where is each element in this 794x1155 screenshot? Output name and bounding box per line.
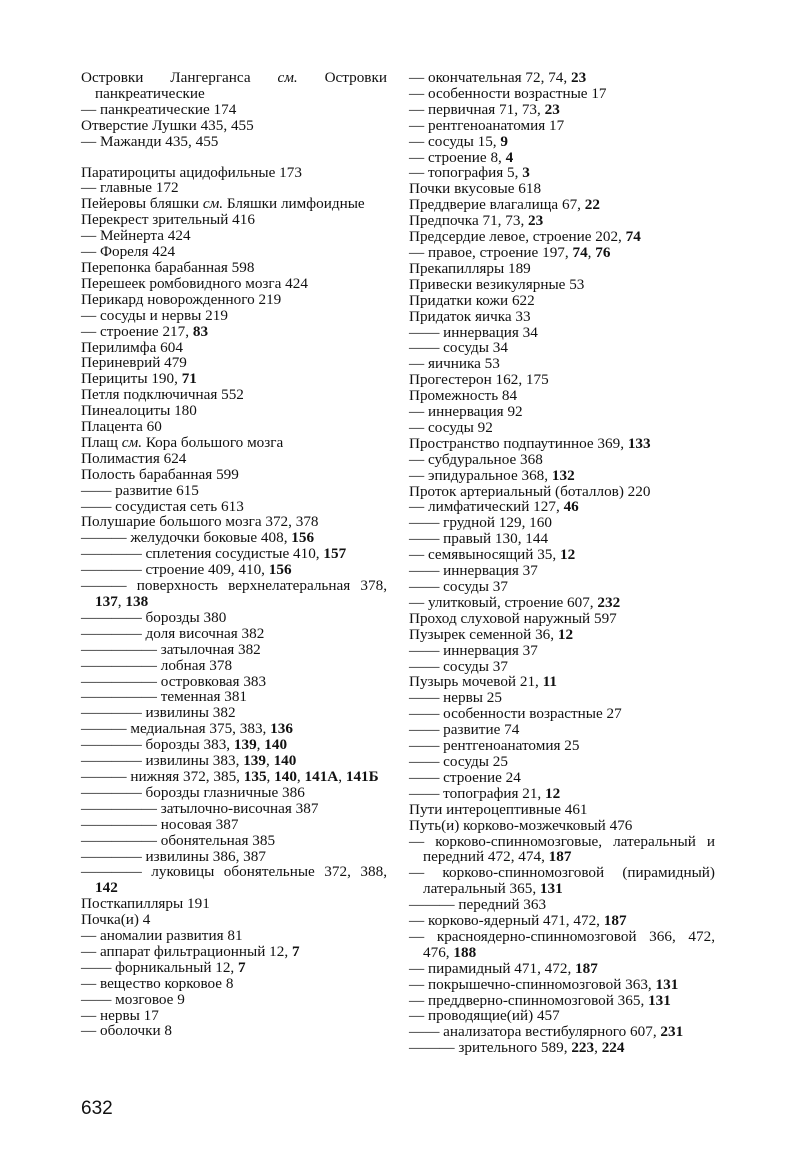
entry-text: Пинеалоциты 180 bbox=[81, 402, 197, 420]
index-entry bbox=[81, 340, 387, 356]
index-entry bbox=[409, 595, 715, 611]
entry-text: —— сосуды 37 bbox=[409, 578, 508, 595]
index-entry bbox=[409, 452, 715, 468]
figure-ref: 139 bbox=[233, 736, 257, 754]
cross-ref-marker: см. bbox=[202, 195, 224, 213]
entry-text: Петля подключичная 552 bbox=[81, 386, 244, 404]
index-entry bbox=[81, 276, 387, 292]
index-entry bbox=[409, 993, 715, 1009]
entry-text: ——— нижняя 372, 385, bbox=[81, 767, 244, 785]
index-entry bbox=[81, 721, 387, 737]
entry-text: — сосуды 15, bbox=[409, 132, 501, 150]
figure-ref: 131 bbox=[648, 991, 671, 1009]
index-entry bbox=[409, 738, 715, 754]
index-entry bbox=[81, 530, 387, 546]
figure-ref: 141Б bbox=[345, 767, 379, 785]
index-entry bbox=[81, 896, 387, 912]
index-entry bbox=[409, 913, 715, 929]
entry-text: ———— извилины 383, bbox=[81, 752, 244, 770]
entry-text: Путь(и) корково-мозжечковый 476 bbox=[409, 816, 633, 834]
index-entry bbox=[81, 944, 387, 960]
figure-ref: 23 bbox=[544, 100, 560, 118]
index-entry bbox=[81, 785, 387, 801]
entry-text: ———— борозды глазничные 386 bbox=[81, 783, 305, 801]
entry-text: Перикард новорожденного 219 bbox=[81, 290, 282, 308]
index-entry bbox=[409, 690, 715, 706]
index-entry bbox=[81, 992, 387, 1008]
entry-text: ———— сплетения сосудистые 410, bbox=[81, 545, 324, 563]
entry-text: — строение 217, bbox=[81, 322, 193, 340]
index-entry bbox=[409, 372, 715, 388]
index-entry bbox=[81, 196, 387, 212]
entry-text: Проток артериальный (боталлов) 220 bbox=[409, 482, 651, 500]
index-entry bbox=[409, 102, 715, 118]
index-column-right bbox=[409, 70, 715, 1056]
entry-text: ————— носовая 387 bbox=[81, 815, 239, 833]
entry-text: Придаток яичка 33 bbox=[409, 307, 531, 325]
entry-text: ——— желудочки боковые 408, bbox=[81, 529, 292, 547]
entry-text: Предпочка 71, 73, bbox=[409, 212, 529, 230]
figure-ref: 140 bbox=[273, 752, 297, 770]
index-entry bbox=[81, 1008, 387, 1024]
index-entry bbox=[409, 643, 715, 659]
figure-ref: 83 bbox=[192, 322, 209, 340]
index-entry bbox=[409, 309, 715, 325]
entry-text: Прекапилляры 189 bbox=[409, 259, 531, 277]
index-entry bbox=[81, 801, 387, 817]
entry-text: Перепонка барабанная 598 bbox=[81, 258, 255, 276]
index-entry bbox=[409, 213, 715, 229]
figure-ref: 76 bbox=[595, 243, 611, 261]
entry-text: — Фореля 424 bbox=[81, 243, 176, 261]
figure-ref: 4 bbox=[505, 148, 514, 166]
index-entry bbox=[81, 1023, 387, 1039]
index-entry bbox=[409, 834, 715, 866]
figure-ref: 12 bbox=[545, 784, 561, 802]
index-entry bbox=[81, 134, 387, 150]
entry-text: — сосуды 92 bbox=[409, 418, 493, 436]
entry-text: Перилимфа 604 bbox=[81, 338, 183, 356]
entry-text: —— топография 21, bbox=[409, 784, 546, 802]
entry-text: Проход слуховой наружный 597 bbox=[409, 609, 617, 627]
entry-text: , bbox=[117, 593, 126, 610]
figure-ref: 139 bbox=[243, 752, 266, 770]
index-entry bbox=[81, 308, 387, 324]
entry-text: — панкреатические 174 bbox=[81, 100, 237, 118]
entry-text: — субдуральное 368 bbox=[409, 450, 543, 468]
entry-text: — красноядерно-спинномозговой 366, 472, 476, bbox=[409, 927, 715, 961]
index-entry bbox=[409, 865, 715, 897]
entry-text: —— сосудистая сеть 613 bbox=[81, 497, 244, 515]
figure-ref: 7 bbox=[291, 942, 300, 960]
figure-ref: 157 bbox=[323, 545, 347, 563]
entry-text: —— сосуды 25 bbox=[409, 752, 508, 770]
entry-text: — главные 172 bbox=[81, 179, 179, 197]
index-entry bbox=[81, 435, 387, 451]
index-entry bbox=[409, 261, 715, 277]
figure-ref: 138 bbox=[125, 593, 149, 610]
entry-text: — преддверно-спинномозговой 365, bbox=[409, 991, 649, 1009]
entry-text: Полушарие большого мозга 372, 378 bbox=[81, 513, 319, 531]
entry-text: Почки вкусовые 618 bbox=[409, 180, 542, 198]
entry-text: ————— затылочно-височная 387 bbox=[81, 799, 319, 817]
entry-text: ———— борозды 383, bbox=[81, 736, 234, 754]
index-entry bbox=[409, 499, 715, 515]
entry-text: ——— зрительного 589, bbox=[409, 1039, 572, 1057]
entry-text: Отверстие Лушки 435, 455 bbox=[81, 116, 254, 134]
figure-ref: 231 bbox=[660, 1023, 684, 1041]
figure-ref: 223 bbox=[571, 1039, 595, 1057]
figure-ref: 131 bbox=[539, 880, 563, 898]
entry-text: Кора большого мозга bbox=[142, 433, 284, 451]
entry-text: Прогестерон 162, 175 bbox=[409, 371, 549, 389]
index-entry bbox=[81, 419, 387, 435]
index-entry bbox=[81, 467, 387, 483]
figure-ref: 46 bbox=[563, 498, 579, 516]
entry-text: ————— затылочная 382 bbox=[81, 640, 261, 658]
index-entry bbox=[81, 578, 387, 610]
index-entry bbox=[409, 1008, 715, 1024]
index-entry bbox=[409, 277, 715, 293]
figure-ref: 136 bbox=[270, 720, 293, 738]
figure-ref: 135 bbox=[243, 767, 267, 785]
entry-text: —— иннервация 37 bbox=[409, 641, 538, 659]
entry-text: — сосуды и нервы 219 bbox=[81, 306, 228, 324]
index-entry bbox=[409, 118, 715, 134]
entry-text: Перекрест зрительный 416 bbox=[81, 211, 255, 229]
entry-text: ———— борозды 380 bbox=[81, 608, 227, 626]
entry-text: —— нервы 25 bbox=[409, 689, 502, 707]
entry-text: ——— передний 363 bbox=[409, 896, 547, 914]
entry-text: — лимфатический 127, bbox=[409, 498, 564, 516]
index-entry bbox=[409, 579, 715, 595]
entry-text: — улитковый, строение 607, bbox=[409, 593, 598, 611]
entry-text: — пирамидный 471, 472, bbox=[409, 959, 576, 977]
index-entry bbox=[81, 324, 387, 340]
entry-text: — проводящие(ий) 457 bbox=[409, 1007, 560, 1025]
index-entry bbox=[409, 722, 715, 738]
entry-text: —— анализатора вестибулярного 607, bbox=[409, 1023, 661, 1041]
index-entry bbox=[81, 737, 387, 753]
entry-text: Полость барабанная 599 bbox=[81, 465, 239, 483]
entry-text: Плацента 60 bbox=[81, 418, 162, 436]
index-entry bbox=[409, 706, 715, 722]
index-entry bbox=[409, 818, 715, 834]
index-entry bbox=[81, 70, 387, 102]
entry-text: — строение 8, bbox=[409, 148, 506, 166]
entry-text: —— грудной 129, 160 bbox=[409, 514, 552, 532]
entry-text: — эпидуральное 368, bbox=[409, 466, 552, 484]
index-entry bbox=[409, 977, 715, 993]
entry-text: Бляшки лимфоидные bbox=[223, 195, 365, 213]
index-entry bbox=[81, 912, 387, 928]
index-entry bbox=[81, 642, 387, 658]
index-entry bbox=[409, 356, 715, 372]
entry-text: — яичника 53 bbox=[409, 355, 500, 373]
figure-ref: 232 bbox=[597, 593, 621, 611]
entry-text: — топография 5, bbox=[409, 164, 523, 182]
index-entry bbox=[409, 674, 715, 690]
figure-ref: 12 bbox=[557, 625, 574, 643]
entry-text: , bbox=[266, 767, 275, 785]
entry-text: — окончательная 72, 74, bbox=[409, 69, 571, 86]
entry-text: Плащ bbox=[81, 433, 122, 451]
index-entry bbox=[81, 674, 387, 690]
figure-ref: 224 bbox=[601, 1039, 625, 1057]
figure-ref: 11 bbox=[542, 673, 557, 691]
entry-text: Островки панкреатические bbox=[95, 69, 387, 102]
index-entry bbox=[409, 134, 715, 150]
index-entry bbox=[409, 420, 715, 436]
index-entry bbox=[81, 976, 387, 992]
entry-text: — семявыносящий 35, bbox=[409, 546, 560, 564]
index-entry bbox=[409, 165, 715, 181]
index-entry bbox=[81, 769, 387, 785]
index-entry bbox=[409, 770, 715, 786]
index-entry bbox=[81, 705, 387, 721]
figure-ref: 131 bbox=[655, 975, 679, 993]
entry-text: — иннервация 92 bbox=[409, 403, 523, 421]
figure-ref: 3 bbox=[522, 164, 530, 182]
index-entry bbox=[81, 260, 387, 276]
figure-ref: 132 bbox=[551, 466, 575, 484]
page-number: 632 bbox=[81, 1098, 113, 1119]
index-entry bbox=[81, 610, 387, 626]
figure-ref: 23 bbox=[571, 69, 587, 86]
entry-text: Пути интероцептивные 461 bbox=[409, 800, 588, 818]
index-entry bbox=[409, 468, 715, 484]
index-entry bbox=[409, 754, 715, 770]
entry-text: —— правый 130, 144 bbox=[409, 530, 549, 548]
index-entry bbox=[409, 86, 715, 102]
entry-text: —— развитие 615 bbox=[81, 481, 199, 499]
index-entry bbox=[81, 212, 387, 228]
entry-text: ——— поверхность верхнелатеральная 378, bbox=[81, 577, 387, 595]
index-entry bbox=[409, 611, 715, 627]
index-entry bbox=[409, 659, 715, 675]
figure-ref: 187 bbox=[575, 959, 598, 977]
entry-text: Островки Лангерганса bbox=[81, 69, 278, 86]
entry-text: , bbox=[594, 1039, 602, 1057]
index-entry bbox=[81, 355, 387, 371]
entry-text: Привески везикулярные 53 bbox=[409, 275, 585, 293]
index-entry bbox=[81, 562, 387, 578]
index-entry bbox=[81, 451, 387, 467]
index-entry bbox=[81, 658, 387, 674]
index-entry bbox=[81, 371, 387, 387]
entry-text: ———— извилины 386, 387 bbox=[81, 847, 266, 865]
entry-text: Перешеек ромбовидного мозга 424 bbox=[81, 274, 308, 292]
entry-text: Пузырь мочевой 21, bbox=[409, 673, 543, 691]
entry-text: — рентгеноанатомия 17 bbox=[409, 116, 565, 134]
index-entry bbox=[409, 340, 715, 356]
entry-text: ————— островковая 383 bbox=[81, 672, 267, 690]
index-entry bbox=[409, 547, 715, 563]
figure-ref: 74 bbox=[625, 228, 641, 246]
index-entry bbox=[409, 961, 715, 977]
index-entry bbox=[409, 929, 715, 961]
entry-text: — аппарат фильтрационный 12, bbox=[81, 942, 292, 960]
index-entry bbox=[81, 689, 387, 705]
entry-text: — корково-спинномозговой (пирамидный) латеральный 365, bbox=[409, 864, 715, 898]
index-entry bbox=[81, 403, 387, 419]
index-entry bbox=[409, 404, 715, 420]
index-entry bbox=[409, 325, 715, 341]
index-entry bbox=[409, 388, 715, 404]
entry-text: — первичная 71, 73, bbox=[409, 100, 545, 118]
entry-text: , bbox=[265, 752, 274, 770]
index-entry bbox=[81, 228, 387, 244]
entry-text: Преддверие влагалища 67, bbox=[409, 196, 585, 214]
index-entry bbox=[81, 960, 387, 976]
entry-text: — корково-спинномозговые, латеральный и передний 472, 474, bbox=[409, 832, 715, 866]
entry-text: Пейеровы бляшки bbox=[81, 195, 203, 213]
cross-ref-marker: см. bbox=[277, 69, 298, 86]
index-entry bbox=[81, 387, 387, 403]
entry-text: Предсердие левое, строение 202, bbox=[409, 228, 626, 246]
index-entry bbox=[409, 436, 715, 452]
entry-text: , bbox=[296, 767, 305, 785]
index-entry bbox=[409, 229, 715, 245]
index-entry bbox=[409, 484, 715, 500]
index-entry bbox=[81, 928, 387, 944]
index-entry bbox=[81, 180, 387, 196]
entry-text: — покрышечно-спинномозговой 363, bbox=[409, 975, 656, 993]
entry-text: ———— доля височная 382 bbox=[81, 624, 265, 642]
entry-text: Промежность 84 bbox=[409, 387, 518, 405]
figure-ref: 141А bbox=[304, 767, 339, 785]
entry-text: — правое, строение 197, bbox=[409, 243, 573, 261]
index-entry bbox=[81, 546, 387, 562]
index-entry bbox=[81, 514, 387, 530]
index-entry bbox=[409, 802, 715, 818]
entry-text: , bbox=[256, 736, 265, 754]
entry-text: —— форникальный 12, bbox=[81, 958, 239, 976]
entry-text: — корково-ядерный 471, 472, bbox=[409, 912, 604, 930]
entry-text: Полимастия 624 bbox=[81, 449, 187, 467]
figure-ref: 71 bbox=[181, 370, 197, 388]
index-entry bbox=[81, 118, 387, 134]
figure-ref: 187 bbox=[603, 912, 627, 930]
entry-text: Почка(и) 4 bbox=[81, 911, 151, 929]
index-entry bbox=[409, 1040, 715, 1056]
index-entry bbox=[409, 531, 715, 547]
index-entry bbox=[81, 499, 387, 515]
index-entry bbox=[409, 786, 715, 802]
cross-ref-marker: см. bbox=[121, 433, 143, 451]
entry-text: Перициты 190, bbox=[81, 370, 182, 388]
entry-text: Пузырек семенной 36, bbox=[409, 625, 558, 643]
index-entry bbox=[409, 293, 715, 309]
figure-ref: 140 bbox=[274, 767, 297, 785]
entry-text: —— развитие 74 bbox=[409, 721, 520, 739]
entry-text: — аномалии развития 81 bbox=[81, 927, 243, 945]
figure-ref: 9 bbox=[500, 132, 508, 150]
figure-ref: 142 bbox=[95, 879, 118, 897]
entry-text: ————— теменная 381 bbox=[81, 688, 248, 706]
entry-text: ———— строение 409, 410, bbox=[81, 561, 269, 579]
index-entry bbox=[81, 165, 387, 181]
index-entry bbox=[81, 833, 387, 849]
entry-text: — Мажанди 435, 455 bbox=[81, 132, 219, 150]
entry-text: ———— луковицы обонятельные 372, 388, bbox=[81, 863, 387, 881]
figure-ref: 156 bbox=[291, 529, 315, 547]
figure-ref: 133 bbox=[627, 434, 651, 452]
index-column-left bbox=[81, 70, 387, 1039]
index-entry bbox=[81, 864, 387, 896]
entry-text: ————— обонятельная 385 bbox=[81, 831, 276, 849]
figure-ref: 187 bbox=[548, 848, 572, 866]
entry-text: —— иннервация 34 bbox=[409, 323, 538, 341]
entry-text: — вещество корковое 8 bbox=[81, 974, 234, 992]
index-entry bbox=[409, 70, 715, 86]
figure-ref: 140 bbox=[264, 736, 288, 754]
entry-text: —— особенности возрастные 27 bbox=[409, 705, 622, 723]
index-entry bbox=[409, 150, 715, 166]
index-entry bbox=[81, 292, 387, 308]
index-entry bbox=[81, 753, 387, 769]
figure-ref: 188 bbox=[453, 943, 477, 961]
figure-ref: 22 bbox=[584, 196, 600, 214]
entry-text: —— мозговое 9 bbox=[81, 990, 185, 1008]
figure-ref: 23 bbox=[528, 212, 544, 230]
entry-text: —— строение 24 bbox=[409, 768, 521, 786]
entry-text: , bbox=[338, 767, 346, 785]
index-entry bbox=[409, 627, 715, 643]
entry-text: —— рентгеноанатомия 25 bbox=[409, 737, 580, 755]
entry-text: — нервы 17 bbox=[81, 1006, 159, 1024]
entry-text: —— сосуды 34 bbox=[409, 339, 508, 357]
index-entry bbox=[409, 197, 715, 213]
entry-text: ———— извилины 382 bbox=[81, 704, 236, 722]
entry-text: —— иннервация 37 bbox=[409, 562, 538, 580]
figure-ref: 156 bbox=[268, 561, 292, 579]
entry-text: — Мейнерта 424 bbox=[81, 227, 191, 245]
figure-ref: 12 bbox=[559, 546, 576, 564]
index-entry bbox=[81, 102, 387, 118]
entry-text: Периневрий 479 bbox=[81, 354, 187, 372]
entry-text: ————— лобная 378 bbox=[81, 656, 233, 674]
figure-ref: 74 bbox=[572, 243, 588, 261]
entry-text: ——— медиальная 375, 383, bbox=[81, 720, 271, 738]
entry-text: Придатки кожи 622 bbox=[409, 291, 535, 309]
entry-text: Паратироциты ацидофильные 173 bbox=[81, 163, 302, 181]
index-entry bbox=[81, 849, 387, 865]
index-entry bbox=[409, 245, 715, 261]
index-entry bbox=[409, 1024, 715, 1040]
entry-text: — особенности возрастные 17 bbox=[409, 84, 607, 102]
entry-text: Посткапилляры 191 bbox=[81, 895, 210, 913]
figure-ref: 137 bbox=[95, 593, 118, 610]
index-entry bbox=[81, 244, 387, 260]
entry-text: , bbox=[587, 243, 596, 261]
figure-ref: 7 bbox=[238, 958, 246, 976]
index-entry bbox=[409, 897, 715, 913]
entry-text: —— сосуды 37 bbox=[409, 657, 508, 675]
index-entry bbox=[81, 626, 387, 642]
entry-text: — оболочки 8 bbox=[81, 1022, 173, 1040]
index-entry bbox=[81, 817, 387, 833]
index-entry bbox=[409, 515, 715, 531]
index-entry bbox=[409, 563, 715, 579]
index-entry bbox=[81, 483, 387, 499]
index-entry bbox=[409, 181, 715, 197]
entry-text: Пространство подпаутинное 369, bbox=[409, 434, 628, 452]
